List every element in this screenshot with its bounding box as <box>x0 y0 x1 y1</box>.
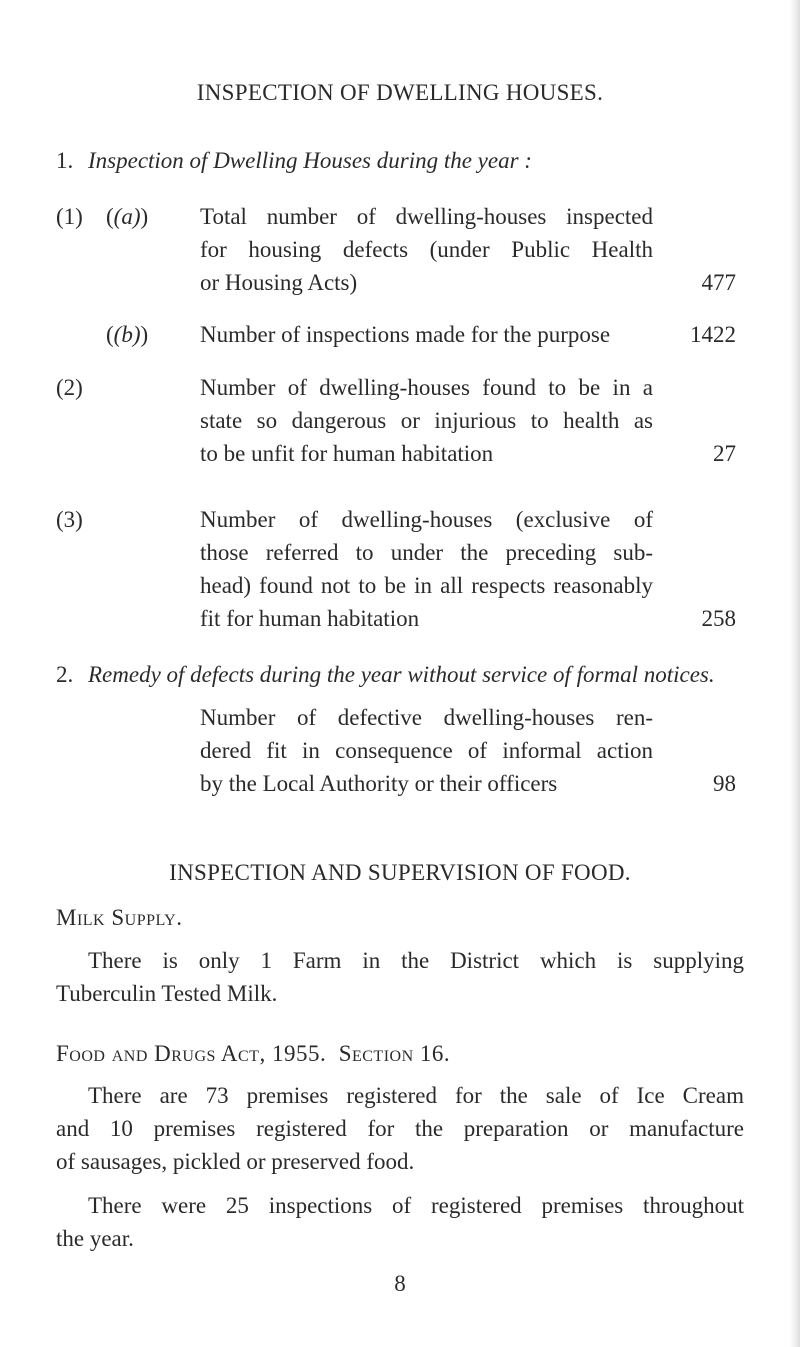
item-2-line-3: to be unfit for human habitation <box>200 441 494 466</box>
item-1a-letter: (a) <box>113 204 141 229</box>
item-3-line-2: those referred to under the preceding sub- <box>200 540 653 565</box>
section-2-line-1: Number of defective dwelling-houses ren- <box>200 705 653 730</box>
section-2-number: 2. <box>56 662 74 687</box>
item-3-value: 258 <box>701 606 736 631</box>
item-1b-line: Number of inspections made for the purpose <box>200 322 611 347</box>
item-3-line-1: Number of dwelling-houses (exclusive of <box>200 507 653 532</box>
item-2-line-2: state so dangerous or injurious to health as <box>200 408 653 433</box>
milk-supply-title: Milk Supply. <box>56 905 183 930</box>
milk-supply-line-2: Tuberculin Tested Milk. <box>56 981 278 1006</box>
item-3-label: (3) <box>56 507 83 532</box>
item-1a-line-2: for housing defects (under Public Health <box>200 237 653 262</box>
item-1a-value: 477 <box>701 270 736 295</box>
section-2-line-3: by the Local Authority or their officers <box>200 771 558 796</box>
page-edge-shadow <box>790 0 800 1347</box>
item-2-line-1: Number of dwelling-houses found to be in a <box>200 375 653 400</box>
item-2-value: 27 <box>713 441 736 466</box>
act-para-2-line-1: There were 25 inspections of registered premises throughout <box>88 1193 744 1218</box>
section-2-line-2: dered fit in consequence of informal action <box>200 738 653 763</box>
item-3-line-3: head) found not to be in all respects reasonably <box>200 573 653 598</box>
item-2-label: (2) <box>56 375 83 400</box>
item-1a-sub: ((a)) <box>106 204 149 229</box>
act-para-1-line-3: of sausages, pickled or preserved food. <box>56 1149 415 1174</box>
dwelling-heading: INSPECTION OF DWELLING HOUSES. <box>196 80 604 105</box>
item-1b-sub: ((b)) <box>106 322 149 347</box>
section-2-value: 98 <box>713 771 736 796</box>
section-1-title: Inspection of Dwelling Houses during the year : <box>88 148 532 173</box>
item-1a-line-3: or Housing Acts) <box>200 270 358 295</box>
section-1-number: 1. <box>56 148 74 173</box>
item-1b-letter: (b) <box>113 322 141 347</box>
item-1-label: (1) <box>56 204 83 229</box>
page-number: 8 <box>394 1271 406 1296</box>
act-para-1-line-2: and 10 premises registered for the preparation or manufacture <box>56 1116 744 1141</box>
item-3-line-4: fit for human habitation <box>200 606 420 631</box>
act-para-2-line-2: the year. <box>56 1226 134 1251</box>
food-heading: INSPECTION AND SUPERVISION OF FOOD. <box>169 860 631 885</box>
item-1b-value: 1422 <box>690 322 736 347</box>
milk-supply-line-1: There is only 1 Farm in the District which is supplying <box>88 948 744 973</box>
item-1a-line-1: Total number of dwelling-houses inspected <box>200 204 653 229</box>
food-drugs-act-title: Food and Drugs Act, 1955. Section 16. <box>56 1041 451 1066</box>
act-para-1-line-1: There are 73 premises registered for the sale of Ice Cream <box>88 1083 744 1108</box>
section-2-title: Remedy of defects during the year without service of formal notices. <box>88 662 715 687</box>
